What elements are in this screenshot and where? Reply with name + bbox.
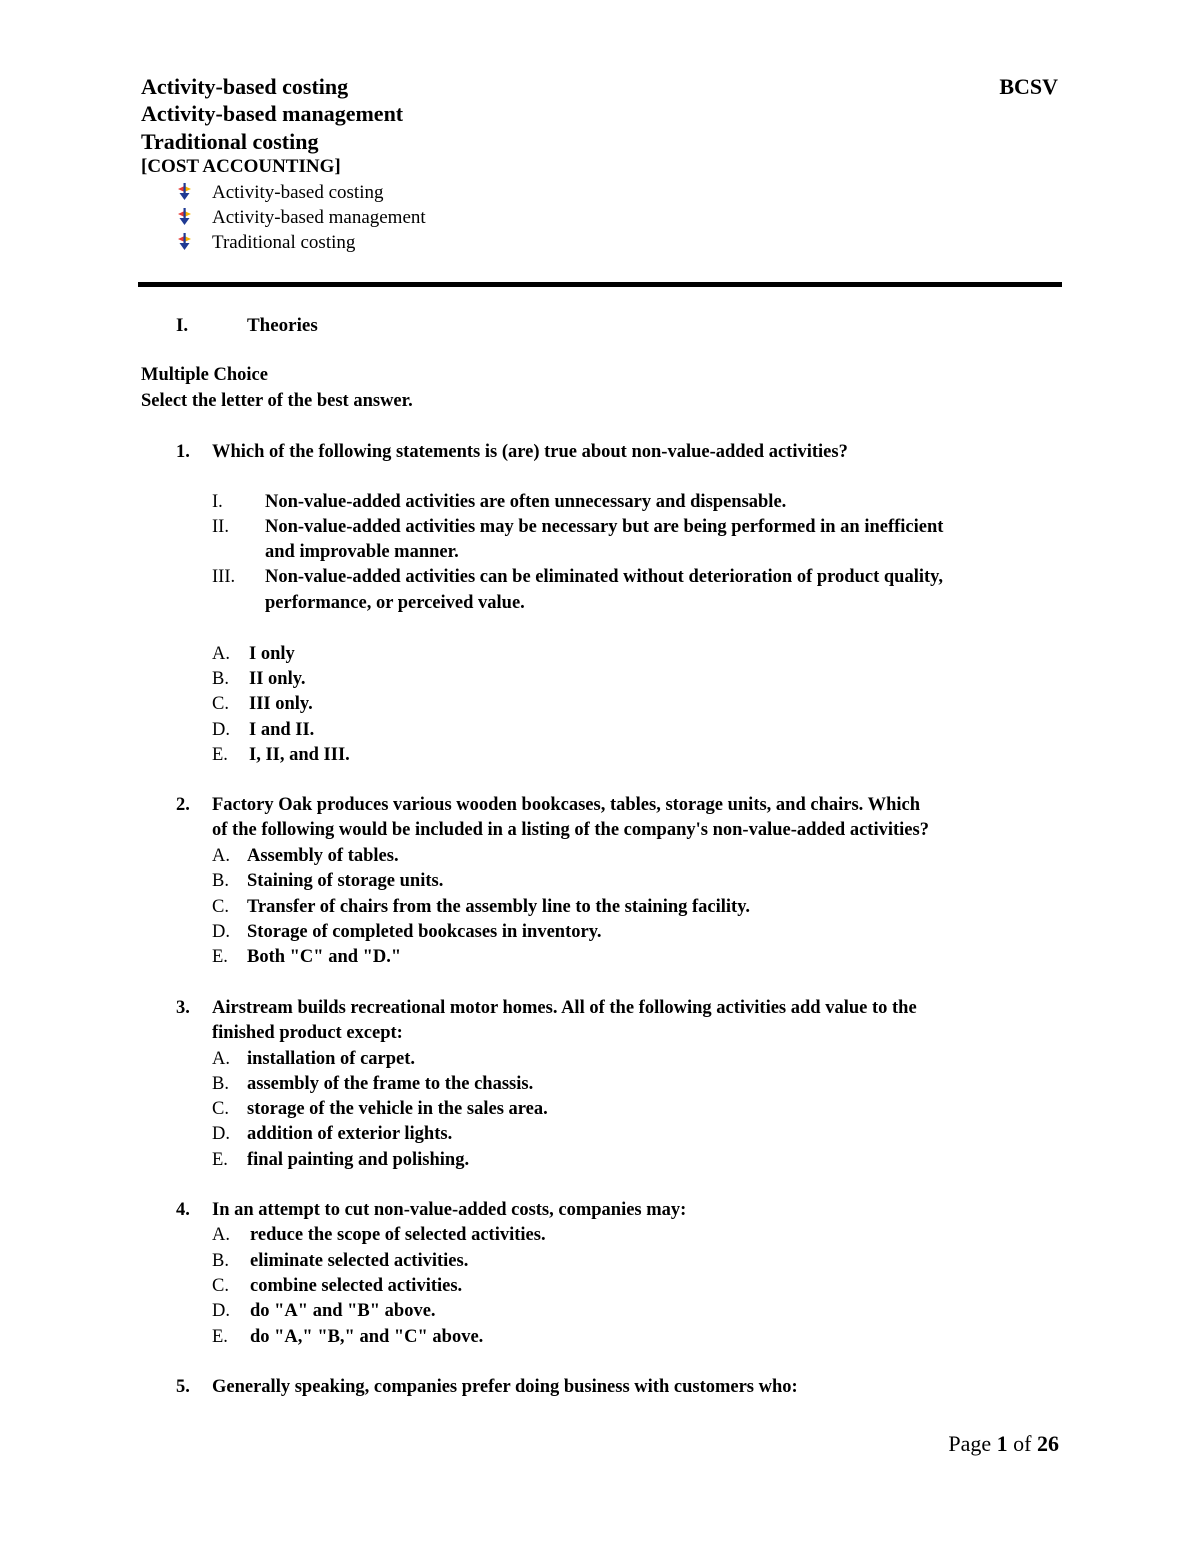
header-title-2: Activity-based management bbox=[141, 101, 404, 126]
page-footer bbox=[948, 1431, 1059, 1457]
option-text: do "A," "B," and "C" above. bbox=[250, 1327, 484, 1347]
statement-number: I. bbox=[212, 492, 223, 512]
option-letter: C. bbox=[212, 897, 229, 917]
statement-text: and improvable manner. bbox=[265, 542, 459, 562]
option-letter: D. bbox=[212, 1301, 230, 1321]
arrow-bullet-icon bbox=[176, 183, 193, 200]
question-stem: of the following would be included in a listing of the company's non-value-added activities? bbox=[212, 820, 929, 840]
option-letter: B. bbox=[212, 1251, 229, 1271]
statement-text: Non-value-added activities are often unnecessary and dispensable. bbox=[265, 492, 787, 512]
question-stem: finished product except: bbox=[212, 1023, 403, 1043]
option-text: Transfer of chairs from the assembly line to the staining facility. bbox=[247, 897, 751, 917]
question-stem: Factory Oak produces various wooden bookcases, tables, storage units, and chairs. Which bbox=[212, 795, 921, 815]
header-title-1: Activity-based costing bbox=[141, 74, 349, 99]
statement-text: Non-value-added activities may be necessary but are being performed in an inefficient bbox=[265, 517, 944, 537]
option-text: eliminate selected activities. bbox=[250, 1251, 469, 1271]
option-letter: C. bbox=[212, 1099, 229, 1119]
option-letter: A. bbox=[212, 846, 230, 866]
question-number: 1. bbox=[176, 442, 190, 462]
option-text: combine selected activities. bbox=[250, 1276, 463, 1296]
option-letter: B. bbox=[212, 1074, 229, 1094]
option-letter: C. bbox=[212, 1276, 229, 1296]
question-number: 3. bbox=[176, 998, 190, 1018]
option-text: Staining of storage units. bbox=[247, 871, 444, 891]
statement-number: III. bbox=[212, 567, 236, 587]
subject-label: [COST ACCOUNTING] bbox=[141, 156, 341, 177]
statement-number: II. bbox=[212, 517, 229, 537]
topic-label: Activity-based costing bbox=[212, 182, 384, 203]
option-text: Assembly of tables. bbox=[247, 846, 399, 866]
question-type-label: Multiple Choice bbox=[141, 365, 268, 385]
page-label: Page bbox=[948, 1431, 992, 1456]
option-text: Storage of completed bookcases in inventory. bbox=[247, 922, 602, 942]
page-total: 26 bbox=[1037, 1431, 1059, 1456]
page-current: 1 bbox=[996, 1431, 1008, 1456]
option-text: reduce the scope of selected activities. bbox=[250, 1225, 546, 1245]
option-letter: C. bbox=[212, 694, 229, 714]
option-text: assembly of the frame to the chassis. bbox=[247, 1074, 534, 1094]
option-letter: B. bbox=[212, 669, 229, 689]
option-text: installation of carpet. bbox=[247, 1049, 416, 1069]
option-text: II only. bbox=[249, 669, 306, 689]
page-of-label: of bbox=[1013, 1431, 1032, 1456]
statement-text: performance, or perceived value. bbox=[265, 593, 525, 613]
question-number: 5. bbox=[176, 1377, 190, 1397]
option-letter: E. bbox=[212, 1150, 228, 1170]
option-text: final painting and polishing. bbox=[247, 1150, 470, 1170]
option-text: III only. bbox=[249, 694, 313, 714]
statement-text: Non-value-added activities can be eliminated without deterioration of product quality, bbox=[265, 567, 943, 587]
option-letter: E. bbox=[212, 1327, 228, 1347]
header-title-3: Traditional costing bbox=[141, 129, 319, 154]
option-text: addition of exterior lights. bbox=[247, 1124, 453, 1144]
topic-label: Activity-based management bbox=[212, 207, 426, 228]
header-divider bbox=[138, 282, 1062, 287]
question-stem: Airstream builds recreational motor homes. All of the following activities add value to the bbox=[212, 998, 917, 1018]
question-stem: Generally speaking, companies prefer doing business with customers who: bbox=[212, 1377, 798, 1397]
option-letter: A. bbox=[212, 644, 230, 664]
section-title: Theories bbox=[247, 315, 318, 336]
option-text: Both "C" and "D." bbox=[247, 947, 402, 967]
question-stem: Which of the following statements is (are) true about non-value-added activities? bbox=[212, 442, 848, 462]
option-letter: D. bbox=[212, 922, 230, 942]
option-letter: D. bbox=[212, 720, 230, 740]
option-letter: A. bbox=[212, 1049, 230, 1069]
header-code: BCSV bbox=[999, 74, 1058, 99]
question-number: 2. bbox=[176, 795, 190, 815]
arrow-bullet-icon bbox=[176, 208, 193, 225]
option-text: I only bbox=[249, 644, 295, 664]
option-letter: E. bbox=[212, 745, 228, 765]
option-letter: E. bbox=[212, 947, 228, 967]
option-text: I, II, and III. bbox=[249, 745, 350, 765]
question-stem: In an attempt to cut non-value-added costs, companies may: bbox=[212, 1200, 687, 1220]
option-text: do "A" and "B" above. bbox=[250, 1301, 436, 1321]
option-letter: A. bbox=[212, 1225, 230, 1245]
question-number: 4. bbox=[176, 1200, 190, 1220]
option-letter: D. bbox=[212, 1124, 230, 1144]
option-text: storage of the vehicle in the sales area. bbox=[247, 1099, 548, 1119]
instruction-text: Select the letter of the best answer. bbox=[141, 391, 413, 411]
topic-label: Traditional costing bbox=[212, 232, 356, 253]
option-text: I and II. bbox=[249, 720, 315, 740]
arrow-bullet-icon bbox=[176, 233, 193, 250]
option-letter: B. bbox=[212, 871, 229, 891]
section-number: I. bbox=[176, 315, 189, 336]
